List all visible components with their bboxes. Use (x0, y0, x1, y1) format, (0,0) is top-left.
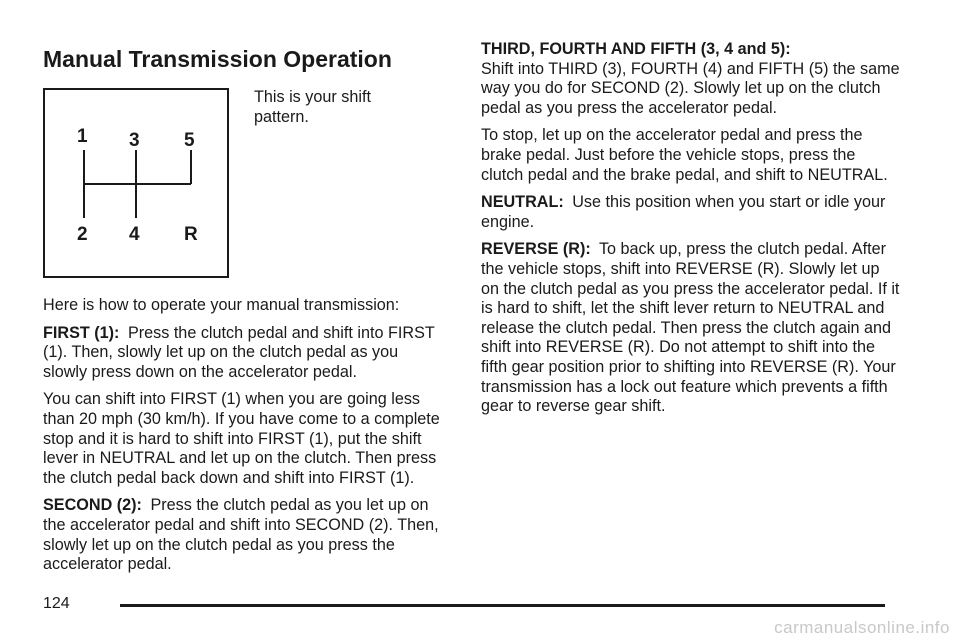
shift-pattern-diagram (43, 88, 229, 278)
stop-paragraph: To stop, let up on the accelerator pedal and press the brake pedal. Just before the vehicle stops, press the clutch pedal and the brake pedal, and shift to NEUTRAL. (481, 126, 888, 184)
reverse-lead: REVERSE (R): (481, 240, 591, 259)
second-gear-lead: SECOND (2): (43, 496, 142, 515)
shift-pattern-svg (45, 90, 227, 276)
first-gear-paragraph (43, 324, 443, 383)
gear-label-2: 2 (77, 224, 88, 245)
neutral-text: Use this position when you start or idle your engine. (481, 193, 886, 231)
gear-label-3: 3 (129, 130, 140, 151)
page-title: Manual Transmission Operation (43, 46, 392, 72)
third-fifth-lead: THIRD, FOURTH AND FIFTH (3, 4 and 5): (481, 40, 791, 58)
left-column (43, 44, 443, 583)
gear-label-5: 5 (184, 130, 195, 151)
shift-pattern-section (43, 88, 443, 280)
reverse-text: To back up, press the clutch pedal. After the vehicle stops, shift into REVERSE (R). Slowly let up on the clutch pedal as you press the accelerator pedal. If it is hard to shift, let the shift lever return to NEUTRAL and release the clutch pedal. Then press the clutch again and shift into REVERSE (R). Do not attempt to shift into the fifth gear position prior to shifting into REVERSE (R). Your transmission has a lock out feature which prevents a fifth gear to reverse gear shift. (481, 240, 900, 416)
reverse-paragraph (481, 240, 901, 416)
first-gear-text: Press the clutch pedal and shift into FIRST (1). Then, slowly let up on the clutch pedal as you slowly press down on the accelerator pedal. (43, 323, 435, 381)
second-gear-text: Press the clutch pedal as you let up on the accelerator pedal and shift into SECOND (2). Then, slowly let up on the clutch pedal as you press the accelerator pedal. (43, 496, 439, 574)
page-number: 124 (43, 595, 70, 612)
footer-rule (120, 604, 885, 607)
shift-pattern-caption: This is your shift pattern. (254, 88, 371, 126)
page-footer (43, 593, 885, 617)
third-fifth-paragraph (481, 40, 901, 118)
intro-paragraph: Here is how to operate your manual transmission: (43, 296, 400, 314)
second-gear-paragraph (43, 496, 443, 574)
gear-label-R: R (184, 224, 198, 245)
right-column (481, 40, 901, 425)
gear-label-1: 1 (77, 126, 88, 147)
first-gear-lead: FIRST (1): (43, 323, 120, 342)
watermark: carmanualsonline.info (774, 618, 950, 637)
neutral-paragraph (481, 193, 901, 232)
third-fifth-text: Shift into THIRD (3), FOURTH (4) and FIFTH (5) the same way you do for SECOND (2). Slowly let up on the clutch pedal as you press the accelerator pedal. (481, 59, 900, 117)
first-gear-note: You can shift into FIRST (1) when you are going less than 20 mph (30 km/h). If you have come to a complete stop and it is hard to shift into FIRST (1), put the shift lever in NEUTRAL and let up on the clutch. Then press the clutch pedal back down and shift into FIRST (1). (43, 390, 440, 487)
gear-label-4: 4 (129, 224, 140, 245)
neutral-lead: NEUTRAL: (481, 193, 564, 212)
